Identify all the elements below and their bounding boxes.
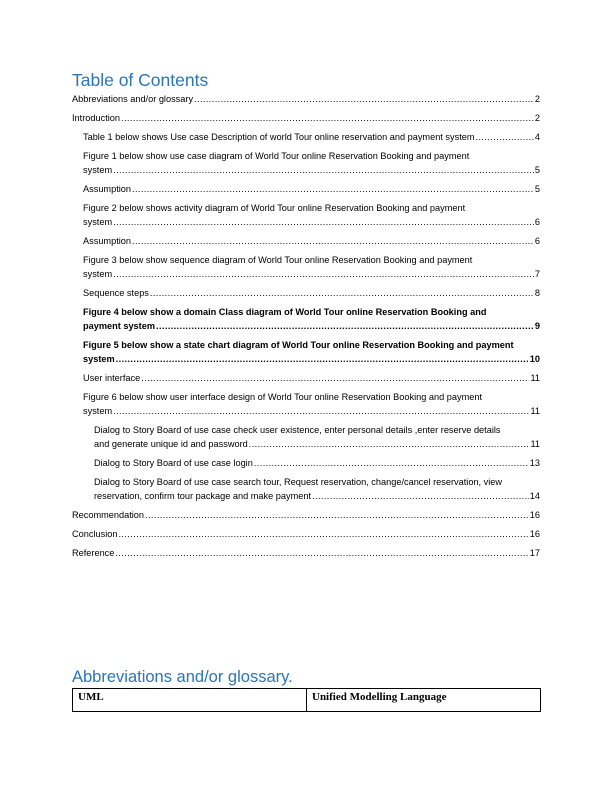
- toc-page-number: 10: [529, 354, 540, 364]
- toc-entry-dialog-check-user[interactable]: Dialog to Story Board of use case check user existence, enter personal details ,enter reserve details and generate unique id and password ..... 11: [94, 423, 540, 451]
- toc-entry-sequence-steps[interactable]: Sequence steps ..... 8: [83, 286, 540, 300]
- glossary-heading: Abbreviations and/or glossary.: [72, 668, 293, 686]
- toc-page-number: 11: [530, 406, 540, 416]
- toc-entry-reference[interactable]: Reference ..... 17: [72, 546, 540, 560]
- toc-page-number: 17: [529, 548, 540, 558]
- toc-entry-dialog-search-tour[interactable]: Dialog to Story Board of use case search tour, Request reservation, change/cancel reservation, view reservation, confirm tour package and make payment ..... 14: [94, 475, 540, 503]
- toc-page-number: 13: [529, 458, 540, 468]
- toc-entry-figure1[interactable]: Figure 1 below show use case diagram of World Tour online Reservation Booking and payment system ..... 5: [83, 149, 540, 177]
- toc-entry-recommendation[interactable]: Recommendation ..... 16: [72, 508, 540, 522]
- toc-page-number: 2: [534, 113, 540, 123]
- toc-page-number: 8: [534, 288, 540, 298]
- toc-page-number: 7: [534, 269, 540, 279]
- toc-entry-dialog-login[interactable]: Dialog to Story Board of use case login ..... 13: [94, 456, 540, 470]
- glossary-table: [72, 688, 541, 712]
- toc-page-number: 4: [534, 132, 540, 142]
- toc-title: Table of Contents: [72, 70, 209, 90]
- glossary-definition: Unified Modelling Language: [307, 689, 541, 712]
- toc-entry-user-interface[interactable]: User interface ..... 11: [83, 371, 540, 385]
- toc-page-number: 5: [534, 184, 540, 194]
- toc-entry-assumption-2[interactable]: Assumption ..... 6: [83, 234, 540, 248]
- toc-page-number: 6: [534, 217, 540, 227]
- toc-entry-abbreviations[interactable]: Abbreviations and/or glossary ..... 2: [72, 92, 540, 106]
- toc-page-number: 16: [529, 510, 540, 520]
- toc-entry-table1[interactable]: Table 1 below shows Use case Description of world Tour online reservation and payment system ..... 4: [83, 130, 540, 144]
- toc-page-number: 2: [534, 94, 540, 104]
- table-of-contents: [72, 92, 540, 565]
- toc-page-number: 11: [530, 439, 540, 449]
- toc-page-number: 5: [534, 165, 540, 175]
- toc-page-number: 16: [529, 529, 540, 539]
- toc-page-number: 6: [534, 236, 540, 246]
- table-row: [73, 689, 541, 712]
- toc-entry-conclusion[interactable]: Conclusion ..... 16: [72, 527, 540, 541]
- toc-entry-assumption-1[interactable]: Assumption ..... 5: [83, 182, 540, 196]
- toc-entry-figure6[interactable]: Figure 6 below show user interface design of World Tour online Reservation Booking and payment system ..... 11: [83, 390, 540, 418]
- toc-entry-figure4[interactable]: Figure 4 below show a domain Class diagram of World Tour online Reservation Booking and payment system ..... 9: [83, 305, 540, 333]
- toc-page-number: 14: [529, 491, 540, 501]
- toc-page-number: 11: [530, 373, 540, 383]
- toc-entry-introduction[interactable]: Introduction ..... 2: [72, 111, 540, 125]
- toc-entry-figure5[interactable]: Figure 5 below show a state chart diagram of World Tour online Reservation Booking and payment system ..... 10: [83, 338, 540, 366]
- toc-entry-figure2[interactable]: Figure 2 below shows activity diagram of World Tour online Reservation Booking and payment system ..... 6: [83, 201, 540, 229]
- glossary-term: UML: [73, 689, 307, 712]
- toc-entry-figure3[interactable]: Figure 3 below show sequence diagram of World Tour online Reservation Booking and payment system ..... 7: [83, 253, 540, 281]
- toc-page-number: 9: [534, 321, 540, 331]
